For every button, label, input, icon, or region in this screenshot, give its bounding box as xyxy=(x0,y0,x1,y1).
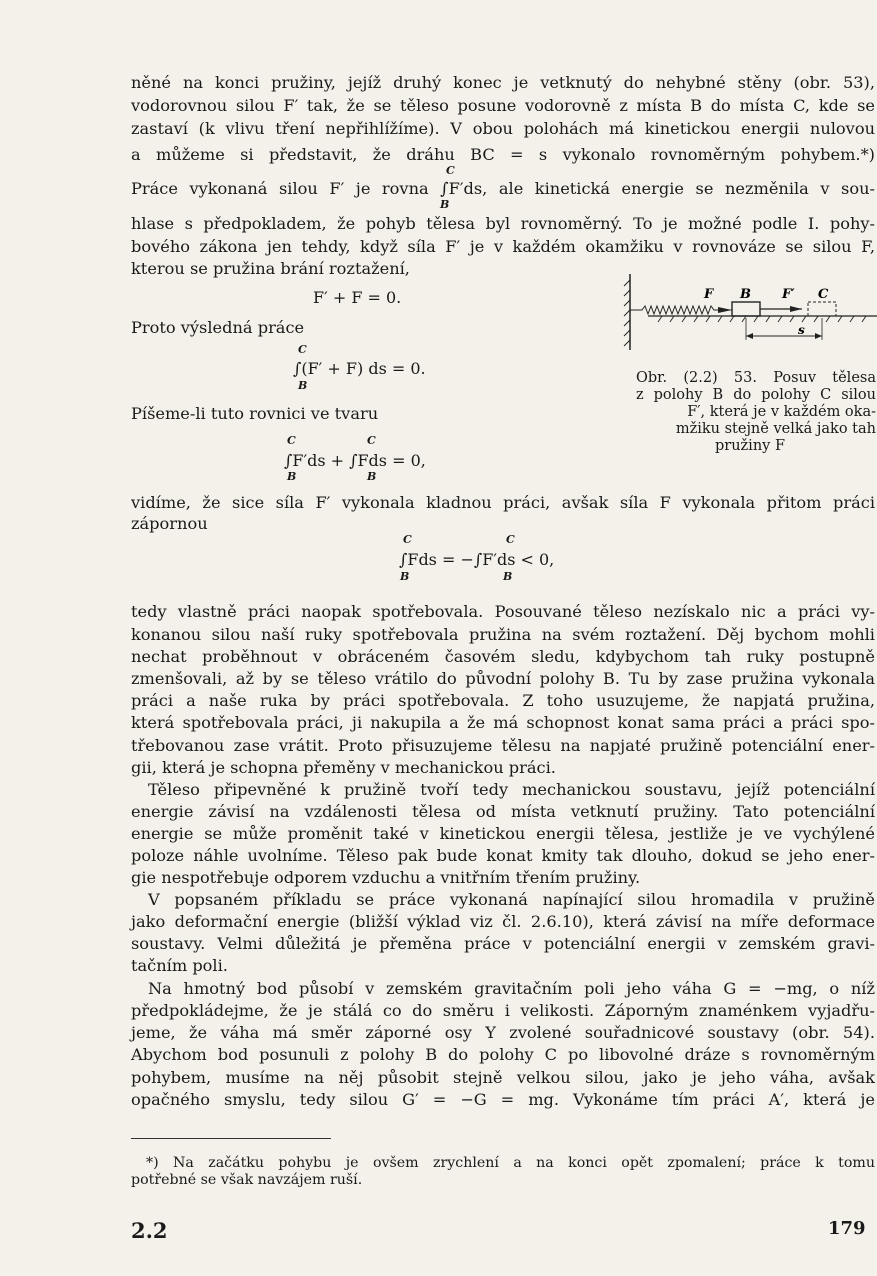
text-line: třebovanou zase vrátit. Proto přisuzujeme tělesu na napjaté pružině potenciální ener- xyxy=(131,736,875,755)
limit-upper: C xyxy=(287,434,296,447)
text-line: předpokládejme, že je stálá co do směru i velikosti. Záporným znaménkem vyjadřu- xyxy=(131,1001,875,1020)
text-line: jako deformační energie (bližší výklad viz čl. 2.6.10), která závisí na míře deformace xyxy=(131,912,875,931)
text-line: poloze náhle uvolníme. Těleso pak bude konat kmity tak dlouho, dokud se jeho ener- xyxy=(131,846,875,865)
floor-hatching xyxy=(658,316,866,322)
text-line: zastaví (k vlivu tření nepřihlížíme). V obou polohách má kinetickou energii nulovou xyxy=(131,119,875,138)
figure-caption-line: mžiku stejně velká jako tah xyxy=(675,421,876,437)
figure-caption-line: z polohy B do polohy C silou xyxy=(636,387,876,403)
text-line: bového zákona jen tehdy, když síla F′ je v každém okamžiku v rovnováze se silou F, xyxy=(131,237,875,256)
distance-arrow-left xyxy=(746,333,753,339)
block-c-outline xyxy=(808,302,836,316)
text-line: vidíme, že sice síla F′ vykonala kladnou práci, avšak síla F vykonala přitom práci xyxy=(131,493,875,512)
page-number: 179 xyxy=(828,1218,866,1239)
section-number: 2.2 xyxy=(131,1218,168,1243)
text-line: práci a naše ruka by práci spotřebovala. Z toho usuzujeme, že napjatá pružina, xyxy=(131,691,875,710)
text-line: V popsaném příkladu se práce vykonaná napínající silou hromadila v pružině xyxy=(148,890,875,909)
block-b xyxy=(732,302,760,316)
text-line: energie závisí na vzdálenosti tělesa od místa vetknutí pružiny. Tato potenciální xyxy=(131,802,875,821)
limit-lower: B xyxy=(440,198,450,211)
text-line: kterou se pružina brání roztažení, xyxy=(131,259,410,278)
text-line: Abychom bod posunuli z polohy B do polohy C po libovolné dráze s rovnoměrným xyxy=(131,1045,875,1064)
limit-lower: B xyxy=(400,570,410,583)
text-line: Na hmotný bod působí v zemském gravitačním poli jeho váha G = −mg, o níž xyxy=(148,979,875,998)
footnote-line: potřebné se však navzájem ruší. xyxy=(131,1172,363,1188)
text-line: tačním poli. xyxy=(131,956,228,975)
equation-total-work: ∫(F′ + F) ds = 0. xyxy=(293,359,426,378)
text-line: zmenšovali, až by se těleso vrátilo do původní polohy B. Tu by zase pružina vykonala xyxy=(131,669,875,688)
figure-caption-line: F′, která je v každém oka- xyxy=(687,404,876,420)
spring-force-arrow xyxy=(718,307,732,313)
pull-force-arrow xyxy=(790,306,802,312)
text-line: nechat proběhnout v obráceném časovém sledu, kdybychom tah ruky postupně xyxy=(131,647,875,666)
figure-caption-line: Obr. (2.2) 53. Posuv tělesa xyxy=(636,370,876,386)
footnote-rule xyxy=(131,1138,331,1139)
label-f-prime: F′ xyxy=(782,287,795,302)
limit-upper: C xyxy=(298,343,307,356)
equation-split-integral: ∫F′ds + ∫Fds = 0, xyxy=(284,451,426,470)
text-line: vodorovnou silou F′ tak, že se těleso posune vodorovně z místa B do místa C, kde se xyxy=(131,96,875,115)
text-line: gie nespotřebuje odporem vzduchu a vnitřním třením pružiny. xyxy=(131,868,641,887)
spring xyxy=(630,306,732,314)
text-line: energie se může proměnit také v kinetickou energii tělesa, jestliže je ve vychýlené xyxy=(131,824,875,843)
limit-upper: C xyxy=(446,164,455,177)
equation-force-balance: F′ + F = 0. xyxy=(313,288,402,307)
limit-lower: B xyxy=(367,470,377,483)
limit-lower: B xyxy=(503,570,513,583)
text-line: pohybem, musíme na něj působit stejně velkou silou, jako je jeho váha, avšak xyxy=(131,1068,875,1087)
spring-block-figure xyxy=(622,270,877,358)
limit-lower: B xyxy=(298,379,308,392)
wall-hatching xyxy=(624,280,630,346)
text-line: hlase s předpokladem, že pohyb tělesa byl rovnoměrný. To je možné podle I. pohy- xyxy=(131,214,875,233)
limit-upper: C xyxy=(403,533,412,546)
text-line: jeme, že váha má směr záporné osy Y zvolené souřadnicové soustavy (obr. 54). xyxy=(131,1023,875,1042)
text-line: a můžeme si představit, že dráhu BC = s vykonalo rovnoměrným pohybem.*) xyxy=(131,145,875,164)
label-c: C xyxy=(818,287,829,302)
text-line: Píšeme-li tuto rovnici ve tvaru xyxy=(131,404,379,423)
text-line: konanou silou naší ruky spotřebovala pružina na svém roztažení. Děj bychom mohli xyxy=(131,625,875,644)
footnote-line: *) Na začátku pohybu je ovšem zrychlení a na konci opět zpomalení; práce k tomu xyxy=(146,1155,875,1171)
limit-upper: C xyxy=(506,533,515,546)
limit-upper: C xyxy=(367,434,376,447)
text-line: která spotřebovala práci, ji nakupila a že má schopnost konat sama práci a práci spo- xyxy=(131,713,875,732)
text-line: tedy vlastně práci naopak spotřebovala. Posouvané těleso nezískalo nic a práci vy- xyxy=(131,602,875,621)
text-line: zápornou xyxy=(131,514,208,533)
text-line: něné na konci pružiny, jejíž druhý konec je vetknutý do nehybné stěny (obr. 53), xyxy=(131,73,875,92)
text-line: Práce vykonaná silou F′ je rovna ∫F′ds, ale kinetická energie se nezměnila v sou- xyxy=(131,179,875,198)
figure-caption-line: pružiny F xyxy=(714,438,786,454)
label-f: F xyxy=(704,287,714,302)
text-line: soustavy. Velmi důležitá je přeměna práce v potenciální energii v zemském gravi- xyxy=(131,934,875,953)
label-s: s xyxy=(798,323,805,337)
text-line: Těleso připevněné k pružině tvoří tedy mechanickou soustavu, jejíž potenciální xyxy=(148,780,875,799)
distance-arrow-right xyxy=(815,333,822,339)
label-b: B xyxy=(740,287,751,302)
text-line: Proto výsledná práce xyxy=(131,318,305,337)
text-line: opačného smyslu, tedy silou G′ = −G = mg. Vykonáme tím práci A′, která je xyxy=(131,1090,875,1109)
equation-negative-work: ∫Fds = −∫F′ds < 0, xyxy=(399,550,555,569)
limit-lower: B xyxy=(287,470,297,483)
text-line: gii, která je schopna přeměny v mechanickou práci. xyxy=(131,758,556,777)
